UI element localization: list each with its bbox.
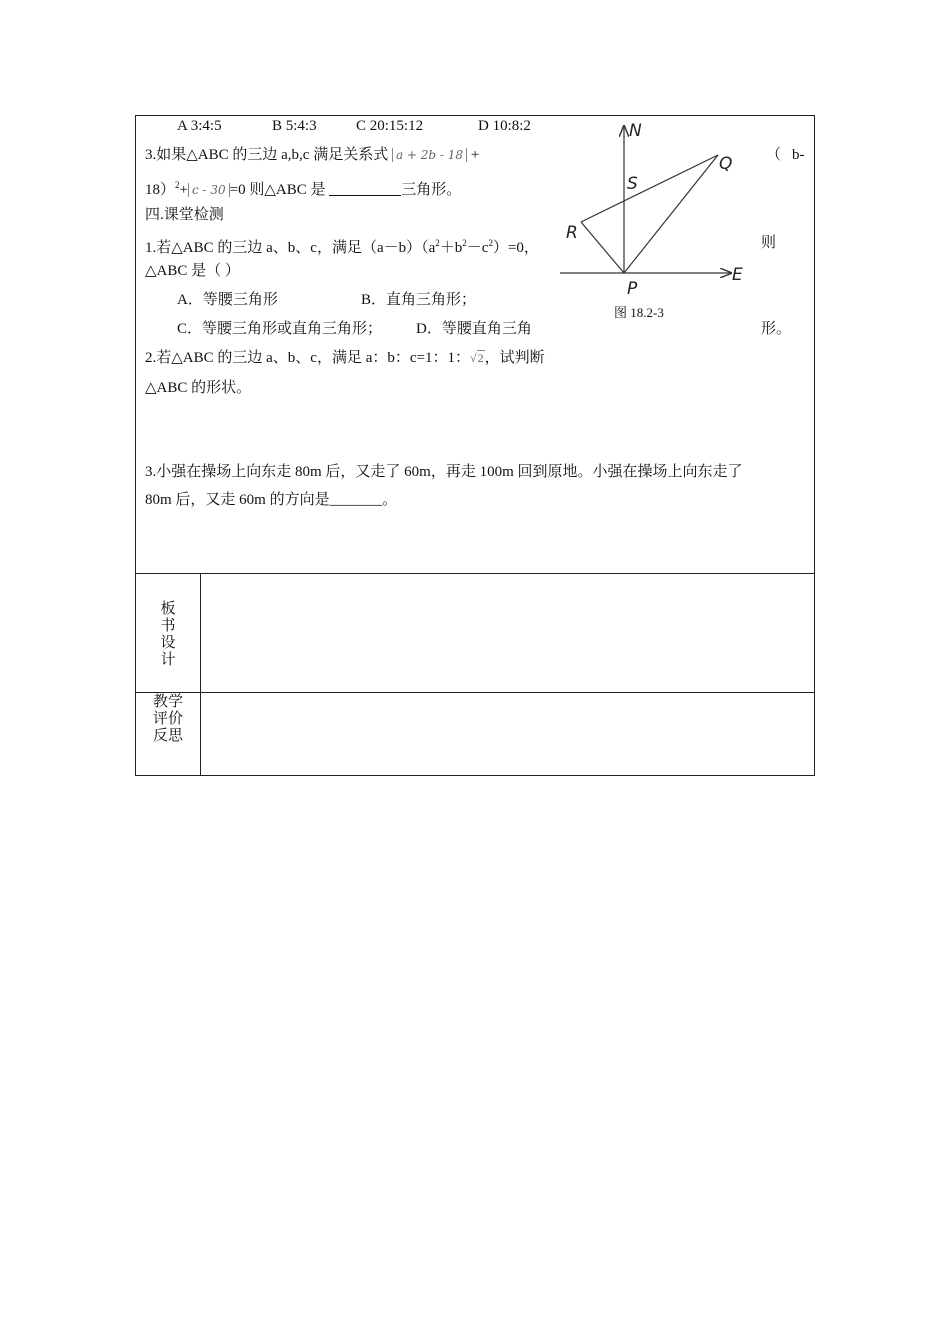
q3-top-line2-start: 18） <box>145 182 176 198</box>
q2-line1 <box>145 349 545 367</box>
board-design-label-1: 板 <box>160 601 176 617</box>
q3-top-line2 <box>145 176 461 199</box>
reflection-label-1: 教学 <box>152 694 183 710</box>
q1-line1 <box>145 234 539 257</box>
q1-sup-1: 2 <box>435 238 440 248</box>
board-design-label-4: 计 <box>160 652 176 668</box>
q1-option-a: A．等腰三角形 <box>177 292 278 308</box>
label-n: N <box>629 121 642 141</box>
q1-option-d-end: 形。 <box>761 321 792 337</box>
q1-text-c: －c <box>466 240 489 256</box>
q1-text-a: 1.若△ABC 的三边 a、b、c，满足（a－b）（a <box>145 240 436 256</box>
sqrt-radicand: 2 <box>477 351 484 365</box>
label-e: E <box>732 265 743 285</box>
label-r: R <box>566 223 578 243</box>
direction-figure <box>555 118 755 324</box>
abs-expression-2: c - 30 <box>188 183 230 197</box>
q3-top-plus2: + <box>179 182 188 198</box>
sqrt-expression: √2 <box>469 351 484 365</box>
label-q: Q <box>719 154 733 174</box>
q3-line1: 3.小强在操场上向东走 80m 后，又走了 60m，再走 100m 回到原地。小强在操场上向东走了 <box>145 464 743 480</box>
label-column-divider <box>200 573 201 776</box>
row-divider-1 <box>135 573 815 574</box>
q1-sup-3: 2 <box>488 238 493 248</box>
abs-expression-1: a + 2b - 18 <box>392 148 467 162</box>
choice-a: A 3:4:5 <box>177 118 222 134</box>
q3-top-b: b- <box>792 147 805 163</box>
figure-caption: 图 18.2-3 <box>614 305 664 320</box>
q3-top-plus: + <box>470 147 480 163</box>
q1-text-d: ）=0， <box>492 240 539 256</box>
q2-text-b: ，试判断 <box>484 350 545 366</box>
q3-top-sup: 2 <box>175 180 180 190</box>
q1-line2: △ABC 是（ ） <box>145 263 240 279</box>
q3-top-line2-mid: =0 则△ABC 是 <box>229 182 326 198</box>
q1-option-d: D．等腰直角三角 <box>416 321 532 337</box>
choice-c: C 20:15:12 <box>356 118 424 134</box>
reflection-label-3: 反思 <box>152 728 183 744</box>
row-divider-2 <box>135 692 815 693</box>
q3-top-text: 3.如果△ABC 的三边 a,b,c 满足关系式 <box>145 147 389 163</box>
q1-line1-end: 则 <box>761 235 777 251</box>
segment-rq <box>581 155 718 222</box>
label-s: S <box>627 174 638 194</box>
answer-blank <box>329 181 401 196</box>
reflection-label-2: 评价 <box>152 711 183 727</box>
q3-top-line2-end: 三角形。 <box>401 182 462 198</box>
choice-b: B 5:4:3 <box>272 118 317 134</box>
choice-d: D 10:8:2 <box>478 118 531 134</box>
q1-text-b: ＋b <box>439 240 463 256</box>
q1-option-b: B．直角三角形； <box>361 292 477 308</box>
section-title: 四.课堂检测 <box>145 207 224 223</box>
segment-rp <box>581 222 624 273</box>
q2-text-a: 2.若△ABC 的三边 a、b、c，满足 a：b：c=1：1： <box>145 350 470 366</box>
q2-line2: △ABC 的形状。 <box>145 380 252 396</box>
board-design-label-3: 设 <box>160 635 176 651</box>
segment-qp <box>624 155 718 273</box>
q3-line2: 80m 后，又走 60m 的方向是_______。 <box>145 492 398 508</box>
q1-option-c: C．等腰三角形或直角三角形； <box>177 321 383 337</box>
label-p: P <box>627 279 638 299</box>
board-design-label-2: 书 <box>160 618 176 634</box>
q1-sup-2: 2 <box>462 238 467 248</box>
q3-top-paren: （ <box>766 147 782 163</box>
q3-top-line1 <box>145 146 479 164</box>
